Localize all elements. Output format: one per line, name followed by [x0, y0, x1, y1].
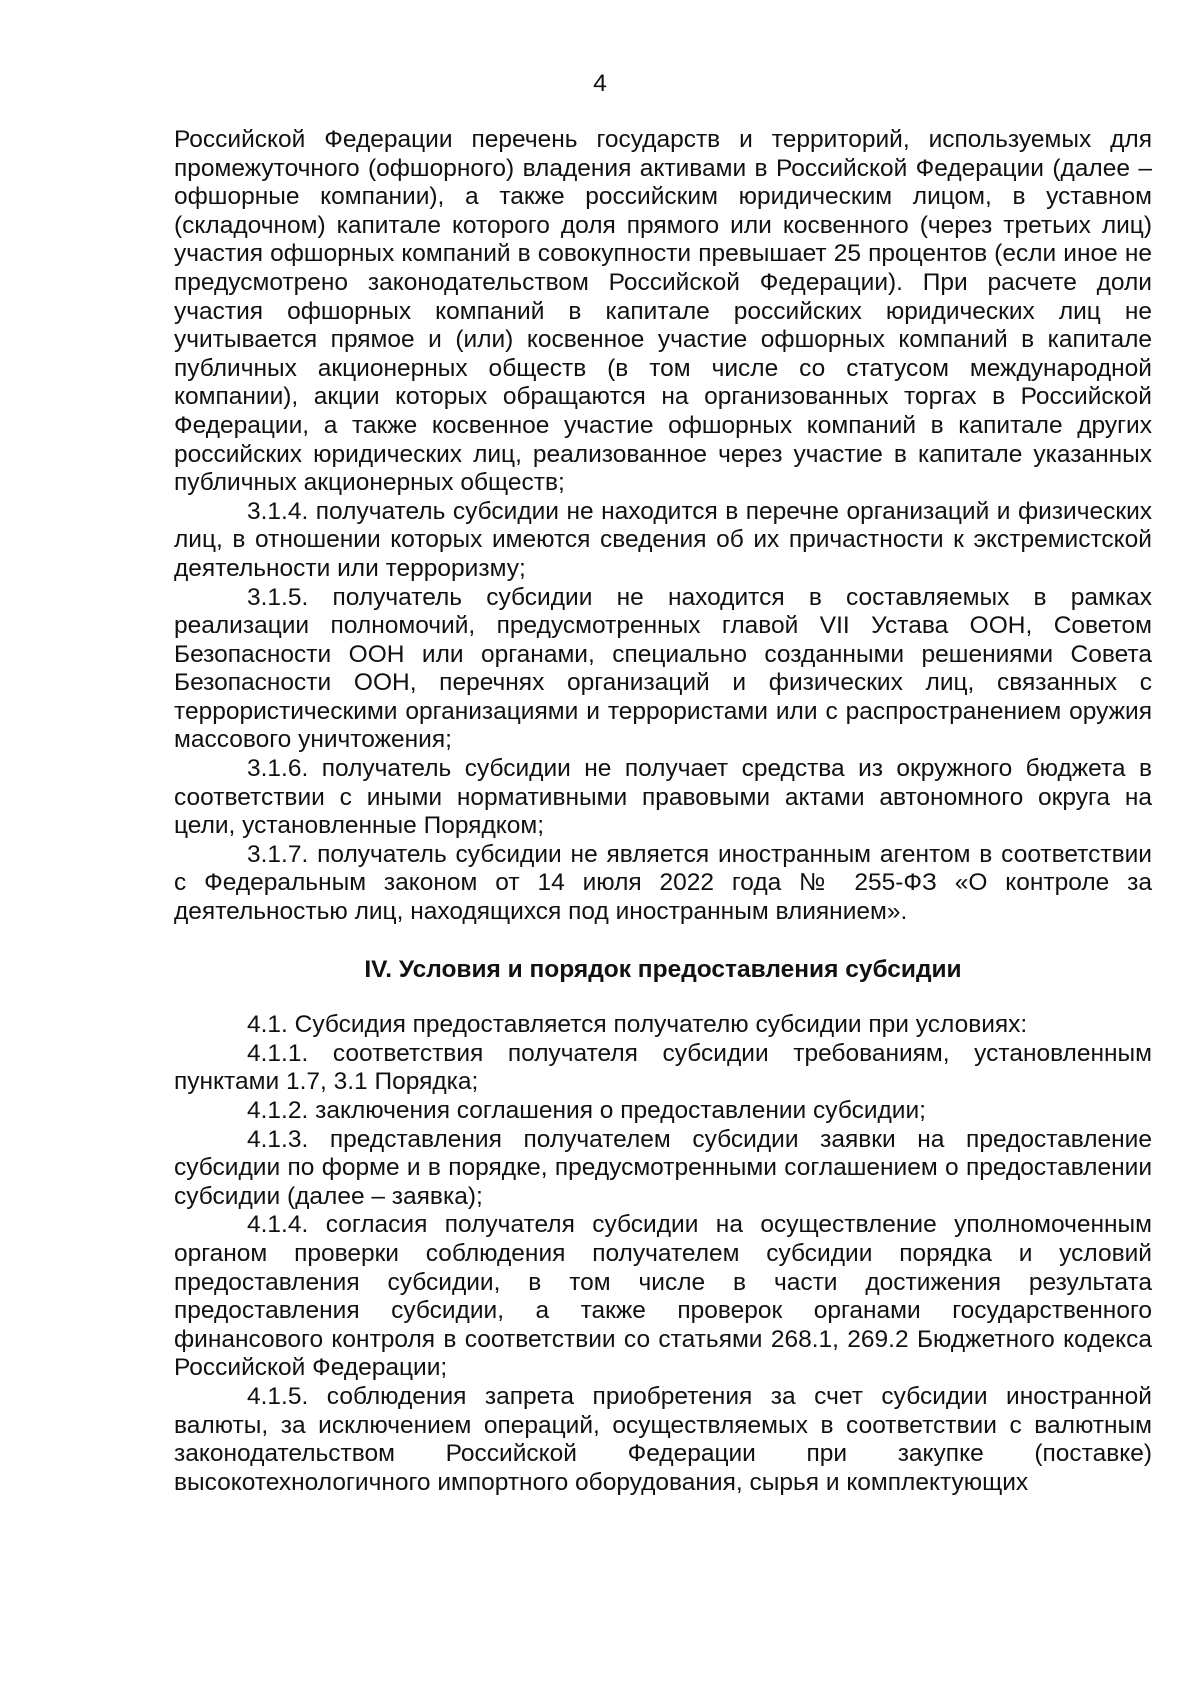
- paragraph-3-1-4: 3.1.4. получатель субсидии не находится в перечне организаций и физических лиц, в отношении которых имеются сведения об их причастности к экстремистской деятельности или терроризму;: [174, 497, 1152, 582]
- section-heading: IV. Условия и порядок предоставления субсидии: [364, 955, 962, 983]
- paragraph-4-1-3: 4.1.3. представления получателем субсидии заявки на предоставление субсидии по форме и в порядке, предусмотренными соглашением о предоставлении субсидии (далее – заявка);: [174, 1125, 1152, 1210]
- paragraph-4-1-5: 4.1.5. соблюдения запрета приобретения за счет субсидии иностранной валюты, за исключением операций, осуществляемых в соответствии с валютным законодательством Российской Федерации при закупке (поставке) высокотехнологичного импортного оборудования, сырья и комплектующих: [174, 1382, 1152, 1496]
- paragraph-3-1-5: 3.1.5. получатель субсидии не находится в составляемых в рамках реализации полномочий, предусмотренных главой VII Устава ООН, Советом Безопасности ООН или органами, специально созданными решениями Совета Безопасности ООН, перечнях организаций и физических лиц, связанных с террористическими организациями и террористами или с распространением оружия массового уничтожения;: [174, 583, 1152, 754]
- paragraph-4-1-1: 4.1.1. соответствия получателя субсидии требованиям, установленным пунктами 1.7, 3.1 Порядка;: [174, 1039, 1152, 1096]
- paragraph-4-1: 4.1. Субсидия предоставляется получателю субсидии при условиях:: [247, 1011, 1028, 1039]
- paragraph-3-1-7: 3.1.7. получатель субсидии не является иностранным агентом в соответствии с Федеральным законом от 14 июля 2022 года № 255-ФЗ «О контроле за деятельностью лиц, находящихся под иностранным влиянием».: [174, 840, 1152, 926]
- paragraph-4-1-2: 4.1.2. заключения соглашения о предоставлении субсидии;: [247, 1097, 926, 1124]
- paragraph-offshore-continuation: Российской Федерации перечень государств и территорий, используемых для промежуточного (офшорного) владения активами в Российской Федерации (далее – офшорные компании), а также российским юридическим лицом, в уставном (складочном) капитале которого доля прямого или косвенного (через третьих лиц) участия офшорных компаний в совокупности превышает 25 процентов (если иное не предусмотрено законодательством Российской Федерации). При расчете доли участия офшорных компаний в капитале российских юридических лиц не учитывается прямое и (или) косвенное участие офшорных компаний в капитале публичных акционерных обществ (в том числе со статусом международной компании), акции которых обращаются на организованных торгах в Российской Федерации, а также косвенное участие офшорных компаний в капитале других российских юридических лиц, реализованное через участие в капитале указанных публичных акционерных обществ;: [174, 126, 1152, 497]
- paragraph-3-1-6: 3.1.6. получатель субсидии не получает средства из окружного бюджета в соответствии с иными нормативными правовыми актами автономного округа на цели, установленные Порядком;: [174, 755, 1152, 840]
- page-number: 4: [593, 70, 607, 97]
- document-body: [174, 126, 1152, 1497]
- paragraph-4-1-4: 4.1.4. согласия получателя субсидии на осуществление уполномоченным органом проверки соблюдения получателем субсидии порядка и условий предоставления субсидии, в том числе в части достижения результата предоставления субсидии, а также проверок органами государственного финансового контроля в соответствии со статьями 268.1, 269.2 Бюджетного кодекса Российской Федерации;: [174, 1211, 1152, 1382]
